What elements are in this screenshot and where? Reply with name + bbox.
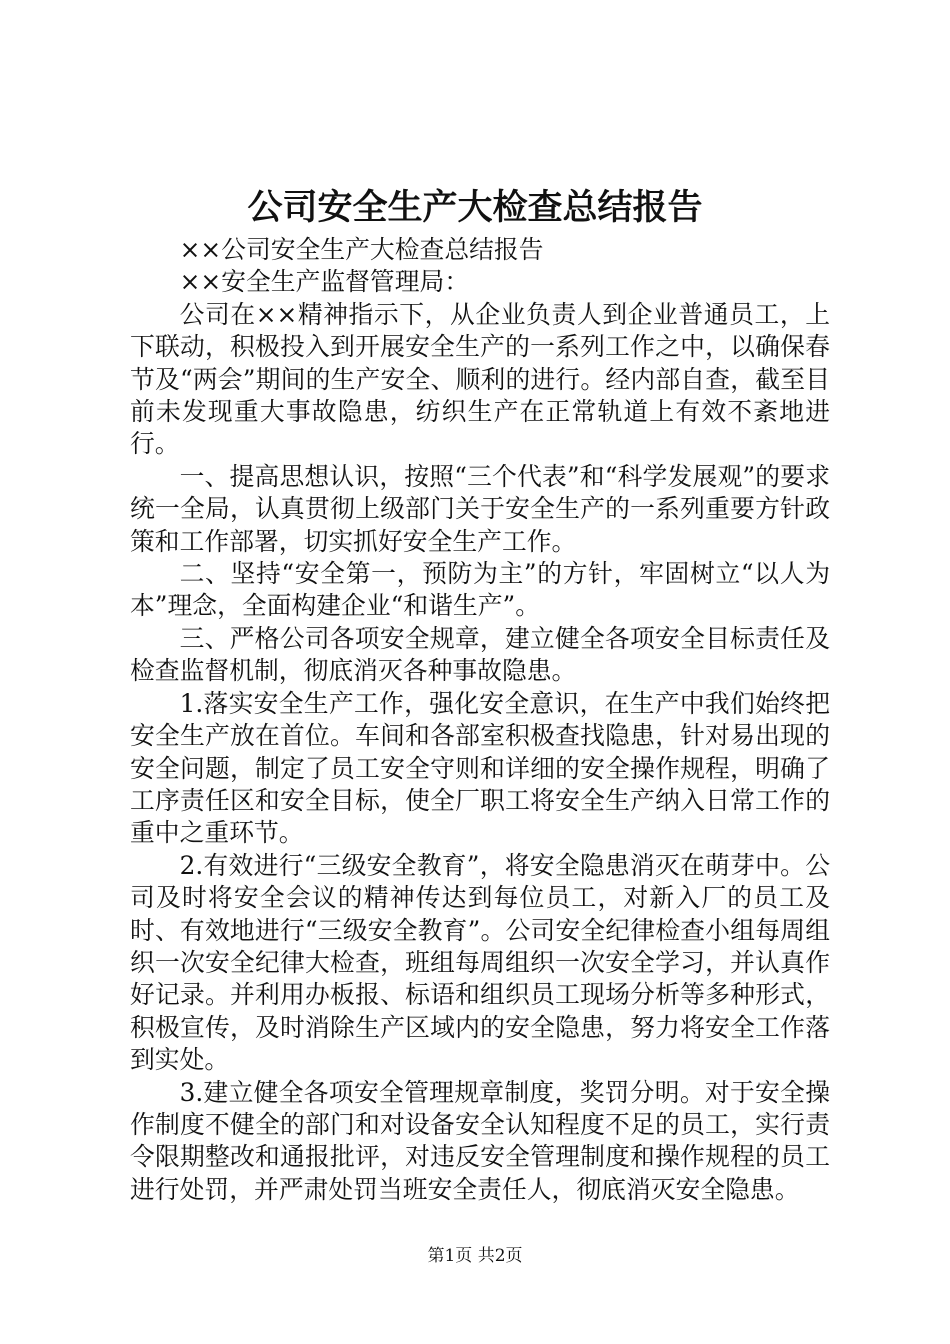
page-number: 第1页 共2页 — [427, 1246, 523, 1266]
document-body — [130, 234, 830, 1206]
paragraph-subtitle: ××公司安全生产大检查总结报告 — [179, 235, 544, 264]
paragraph-intro: 公司在××精神指示下，从企业负责人到企业普通员工，上下联动，积极投入到开展安全生产的一系列工作之中，以确保春节及“两会”期间的生产安全、顺利的进行。经内部自查，截至目前未发现重大事故隐患，纺织生产在正常轨道上有效不紊地进行。 — [130, 299, 830, 459]
paragraph-item-1: 1.落实安全生产工作，强化安全意识，在生产中我们始终把安全生产放在首位。车间和各部室积极查找隐患，针对易出现的安全问题，制定了员工安全守则和详细的安全操作规程，明确了工序责任区和安全目标，使全厂职工将安全生产纳入日常工作的重中之重环节。 — [130, 688, 830, 848]
paragraph-section-1: 一、提高思想认识，按照“三个代表”和“科学发展观”的要求统一全局，认真贯彻上级部门关于安全生产的一系列重要方针政策和工作部署，切实抓好安全生产工作。 — [130, 461, 830, 556]
paragraph-salutation: ××安全生产监督管理局： — [179, 267, 470, 297]
paragraph-item-3: 3.建立健全各项安全管理规章制度，奖罚分明。对于安全操作制度不健全的部门和对设备安全认知程度不足的员工，实行责令限期整改和通报批评，对违反安全管理制度和操作规程的员工进行处罚，并严肃处罚当班安全责任人，彻底消灭安全隐患。 — [130, 1077, 830, 1204]
paragraph-section-2: 二、坚持“安全第一，预防为主”的方针，牢固树立“以人为本”理念，全面构建企业“和谐生产”。 — [130, 559, 830, 621]
paragraph-item-2: 2.有效进行“三级安全教育”，将安全隐患消灭在萌芽中。公司及时将安全会议的精神传达到每位员工，对新入厂的员工及时、有效地进行“三级安全教育”。公司安全纪律检查小组每周组织一次安全纪律大检查，班组每周组织一次安全学习，并认真作好记录。并利用办板报、标语和组织员工现场分析等多种形式，积极宣传，及时消除生产区域内的安全隐患，努力将安全工作落到实处。 — [130, 850, 830, 1075]
paragraph-section-3: 三、严格公司各项安全规章，建立健全各项安全目标责任及检查监督机制，彻底消灭各种事故隐患。 — [130, 623, 830, 686]
document-title: 公司安全生产大检查总结报告 — [247, 187, 703, 228]
